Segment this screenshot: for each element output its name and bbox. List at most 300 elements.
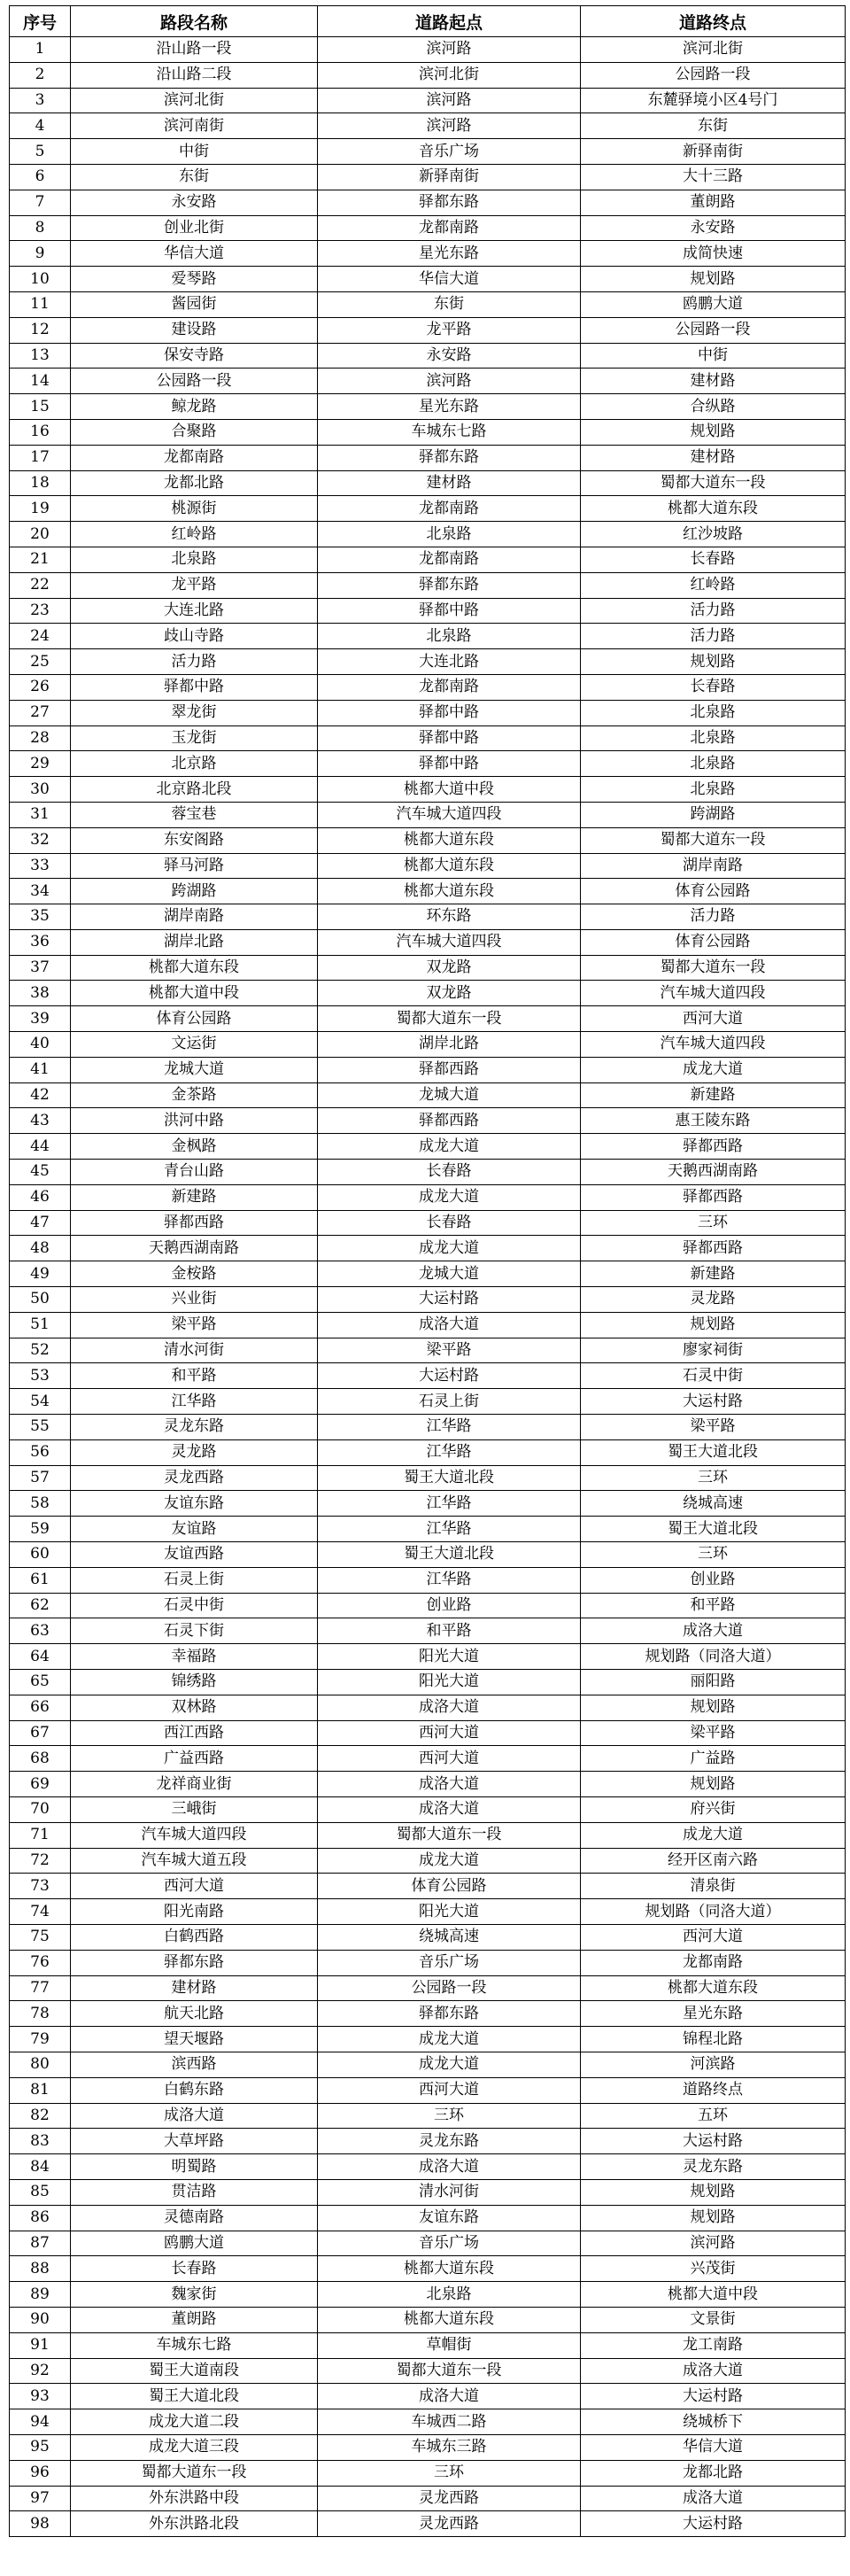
table-row <box>10 496 846 522</box>
cell-road-name: 车城东七路 <box>71 2332 318 2358</box>
cell-start-point: 星光东路 <box>318 241 581 267</box>
cell-start-point: 桃都大道东段 <box>318 853 581 879</box>
cell-index: 98 <box>10 2511 71 2537</box>
cell-end-point: 大运村路 <box>581 2129 846 2154</box>
cell-index: 55 <box>10 1415 71 1440</box>
cell-end-point: 成龙大道 <box>581 1822 846 1848</box>
cell-start-point: 车城东七路 <box>318 419 581 445</box>
cell-end-point: 河滨路 <box>581 2052 846 2077</box>
cell-start-point: 灵龙西路 <box>318 2511 581 2537</box>
cell-index: 65 <box>10 1670 71 1695</box>
cell-start-point: 阳光大道 <box>318 1670 581 1695</box>
cell-end-point: 梁平路 <box>581 1720 846 1746</box>
table-row <box>10 827 846 853</box>
cell-index: 5 <box>10 139 71 165</box>
table-row <box>10 2154 846 2180</box>
cell-start-point: 驿都东路 <box>318 2001 581 2027</box>
cell-start-point: 蜀都大道东一段 <box>318 2358 581 2384</box>
cell-index: 96 <box>10 2460 71 2486</box>
table-row <box>10 419 846 445</box>
cell-index: 28 <box>10 725 71 751</box>
cell-road-name: 成龙大道二段 <box>71 2409 318 2435</box>
table-row <box>10 1772 846 1797</box>
cell-end-point: 中街 <box>581 343 846 369</box>
table-row <box>10 1670 846 1695</box>
cell-start-point: 滨河路 <box>318 369 581 394</box>
cell-end-point: 东麓驿境小区4号门 <box>581 88 846 113</box>
cell-end-point: 规划路（同洛大道） <box>581 1644 846 1670</box>
cell-start-point: 和平路 <box>318 1618 581 1644</box>
cell-end-point: 桃都大道东段 <box>581 1975 846 2001</box>
cell-end-point: 驿都西路 <box>581 1134 846 1160</box>
cell-road-name: 滨西路 <box>71 2052 318 2077</box>
cell-end-point: 规划路 <box>581 267 846 292</box>
cell-index: 56 <box>10 1439 71 1465</box>
cell-index: 73 <box>10 1874 71 1899</box>
table-row <box>10 981 846 1006</box>
cell-road-name: 洪河中路 <box>71 1108 318 1134</box>
cell-end-point: 广益路 <box>581 1746 846 1772</box>
table-row <box>10 267 846 292</box>
cell-index: 17 <box>10 445 71 470</box>
cell-index: 19 <box>10 496 71 522</box>
table-row <box>10 1796 846 1822</box>
cell-start-point: 长春路 <box>318 1210 581 1236</box>
cell-index: 57 <box>10 1465 71 1491</box>
cell-index: 66 <box>10 1695 71 1720</box>
cell-index: 95 <box>10 2434 71 2460</box>
table-row <box>10 1287 846 1313</box>
cell-index: 85 <box>10 2179 71 2205</box>
cell-start-point: 桃都大道东段 <box>318 2256 581 2282</box>
cell-index: 92 <box>10 2358 71 2384</box>
cell-index: 43 <box>10 1108 71 1134</box>
cell-end-point: 活力路 <box>581 598 846 624</box>
cell-road-name: 西河大道 <box>71 1874 318 1899</box>
cell-index: 52 <box>10 1338 71 1363</box>
table-row <box>10 1720 846 1746</box>
cell-road-name: 蜀王大道北段 <box>71 2384 318 2409</box>
table-row <box>10 1184 846 1210</box>
cell-start-point: 江华路 <box>318 1415 581 1440</box>
cell-road-name: 鲸龙路 <box>71 394 318 420</box>
cell-end-point: 星光东路 <box>581 2001 846 2027</box>
cell-road-name: 驿都西路 <box>71 1210 318 1236</box>
cell-road-name: 友谊路 <box>71 1517 318 1542</box>
cell-start-point: 湖岸北路 <box>318 1032 581 1058</box>
cell-road-name: 桃都大道东段 <box>71 955 318 981</box>
table-row <box>10 2027 846 2052</box>
cell-index: 37 <box>10 955 71 981</box>
table-row <box>10 751 846 777</box>
cell-index: 13 <box>10 343 71 369</box>
cell-index: 97 <box>10 2486 71 2511</box>
table-row <box>10 624 846 649</box>
cell-index: 63 <box>10 1618 71 1644</box>
cell-end-point: 西河大道 <box>581 1924 846 1950</box>
table-row <box>10 1312 846 1338</box>
cell-index: 12 <box>10 317 71 343</box>
cell-index: 29 <box>10 751 71 777</box>
cell-start-point: 音乐广场 <box>318 2231 581 2256</box>
cell-road-name: 湖岸南路 <box>71 904 318 930</box>
cell-start-point: 龙都南路 <box>318 496 581 522</box>
cell-start-point: 双龙路 <box>318 981 581 1006</box>
table-row <box>10 1108 846 1134</box>
cell-end-point: 体育公园路 <box>581 879 846 904</box>
cell-road-name: 桃都大道中段 <box>71 981 318 1006</box>
cell-end-point: 活力路 <box>581 904 846 930</box>
cell-start-point: 草帽街 <box>318 2332 581 2358</box>
table-row <box>10 879 846 904</box>
cell-start-point: 星光东路 <box>318 394 581 420</box>
cell-index: 80 <box>10 2052 71 2077</box>
cell-index: 53 <box>10 1363 71 1389</box>
cell-road-name: 石灵上街 <box>71 1567 318 1593</box>
cell-start-point: 新驿南街 <box>318 164 581 190</box>
cell-start-point: 成龙大道 <box>318 2052 581 2077</box>
cell-end-point: 锦程北路 <box>581 2027 846 2052</box>
cell-start-point: 江华路 <box>318 1491 581 1517</box>
cell-end-point: 建材路 <box>581 369 846 394</box>
cell-index: 6 <box>10 164 71 190</box>
cell-end-point: 蜀都大道东一段 <box>581 955 846 981</box>
cell-road-name: 石灵中街 <box>71 1593 318 1618</box>
cell-index: 15 <box>10 394 71 420</box>
cell-start-point: 体育公园路 <box>318 1874 581 1899</box>
cell-index: 23 <box>10 598 71 624</box>
cell-end-point: 华信大道 <box>581 2434 846 2460</box>
table-row <box>10 1082 846 1108</box>
cell-road-name: 体育公园路 <box>71 1006 318 1032</box>
cell-start-point: 车城东三路 <box>318 2434 581 2460</box>
cell-start-point: 龙城大道 <box>318 1082 581 1108</box>
cell-end-point: 龙都南路 <box>581 1950 846 1975</box>
table-row <box>10 1032 846 1058</box>
table-row <box>10 853 846 879</box>
cell-index: 83 <box>10 2129 71 2154</box>
cell-index: 20 <box>10 522 71 547</box>
cell-end-point: 大十三路 <box>581 164 846 190</box>
cell-end-point: 桃都大道东段 <box>581 496 846 522</box>
table-row <box>10 1593 846 1618</box>
cell-end-point: 规划路 <box>581 2179 846 2205</box>
cell-start-point: 江华路 <box>318 1517 581 1542</box>
table-row <box>10 2307 846 2332</box>
cell-end-point: 北泉路 <box>581 700 846 725</box>
table-row <box>10 1848 846 1874</box>
cell-index: 36 <box>10 929 71 955</box>
cell-road-name: 蜀王大道南段 <box>71 2358 318 2384</box>
table-row <box>10 929 846 955</box>
cell-start-point: 龙都南路 <box>318 547 581 572</box>
cell-index: 62 <box>10 1593 71 1618</box>
cell-start-point: 大运村路 <box>318 1363 581 1389</box>
cell-road-name: 玉龙街 <box>71 725 318 751</box>
cell-road-name: 梁平路 <box>71 1312 318 1338</box>
table-row <box>10 674 846 700</box>
table-row <box>10 2460 846 2486</box>
cell-index: 18 <box>10 470 71 496</box>
cell-end-point: 规划路 <box>581 1772 846 1797</box>
cell-end-point: 鸥鹏大道 <box>581 291 846 317</box>
cell-end-point: 规划路 <box>581 649 846 675</box>
cell-index: 82 <box>10 2103 71 2129</box>
cell-index: 41 <box>10 1057 71 1082</box>
cell-end-point: 滨河北街 <box>581 37 846 63</box>
cell-road-name: 友谊西路 <box>71 1542 318 1568</box>
cell-road-name: 合聚路 <box>71 419 318 445</box>
cell-end-point: 规划路 <box>581 2205 846 2231</box>
cell-start-point: 蜀都大道东一段 <box>318 1822 581 1848</box>
cell-start-point: 音乐广场 <box>318 1950 581 1975</box>
table-row <box>10 1924 846 1950</box>
cell-road-name: 清水河街 <box>71 1338 318 1363</box>
cell-start-point: 驿都中路 <box>318 700 581 725</box>
table-row <box>10 139 846 165</box>
cell-road-name: 长春路 <box>71 2256 318 2282</box>
cell-end-point: 成龙大道 <box>581 1057 846 1082</box>
cell-end-point: 长春路 <box>581 547 846 572</box>
cell-end-point: 驿都西路 <box>581 1184 846 1210</box>
cell-start-point: 驿都中路 <box>318 598 581 624</box>
cell-start-point: 驿都中路 <box>318 751 581 777</box>
cell-index: 69 <box>10 1772 71 1797</box>
cell-index: 35 <box>10 904 71 930</box>
cell-road-name: 灵德南路 <box>71 2205 318 2231</box>
table-row <box>10 113 846 139</box>
table-header-row <box>10 6 846 37</box>
table-row <box>10 164 846 190</box>
table-row <box>10 343 846 369</box>
table-row <box>10 2129 846 2154</box>
cell-end-point: 灵龙东路 <box>581 2154 846 2180</box>
table-row <box>10 1261 846 1287</box>
table-row <box>10 445 846 470</box>
cell-start-point: 成龙大道 <box>318 2027 581 2052</box>
cell-road-name: 白鹤东路 <box>71 2077 318 2103</box>
cell-road-name: 双林路 <box>71 1695 318 1720</box>
cell-road-name: 活力路 <box>71 649 318 675</box>
cell-end-point: 规划路 <box>581 419 846 445</box>
table-row <box>10 394 846 420</box>
cell-start-point: 汽车城大道四段 <box>318 929 581 955</box>
cell-end-point: 三环 <box>581 1465 846 1491</box>
cell-road-name: 幸福路 <box>71 1644 318 1670</box>
cell-road-name: 龙城大道 <box>71 1057 318 1082</box>
cell-road-name: 沿山路二段 <box>71 62 318 88</box>
cell-end-point: 创业路 <box>581 1567 846 1593</box>
cell-end-point: 三环 <box>581 1542 846 1568</box>
cell-index: 91 <box>10 2332 71 2358</box>
cell-index: 3 <box>10 88 71 113</box>
cell-start-point: 车城西二路 <box>318 2409 581 2435</box>
cell-end-point: 东街 <box>581 113 846 139</box>
cell-end-point: 大运村路 <box>581 2384 846 2409</box>
table-row <box>10 2384 846 2409</box>
cell-end-point: 绕城高速 <box>581 1491 846 1517</box>
cell-index: 54 <box>10 1389 71 1415</box>
cell-road-name: 沿山路一段 <box>71 37 318 63</box>
cell-index: 39 <box>10 1006 71 1032</box>
table-body <box>10 37 846 2537</box>
table-row <box>10 2205 846 2231</box>
cell-start-point: 创业路 <box>318 1593 581 1618</box>
table-row <box>10 1057 846 1082</box>
cell-start-point: 公园路一段 <box>318 1975 581 2001</box>
cell-index: 59 <box>10 1517 71 1542</box>
cell-end-point: 和平路 <box>581 1593 846 1618</box>
cell-end-point: 建材路 <box>581 445 846 470</box>
cell-road-name: 成龙大道三段 <box>71 2434 318 2460</box>
cell-end-point: 梁平路 <box>581 1415 846 1440</box>
cell-road-name: 北京路北段 <box>71 777 318 803</box>
cell-end-point: 公园路一段 <box>581 62 846 88</box>
cell-road-name: 三峨街 <box>71 1796 318 1822</box>
cell-road-name: 蓉宝巷 <box>71 802 318 827</box>
cell-start-point: 成龙大道 <box>318 1184 581 1210</box>
cell-start-point: 驿都中路 <box>318 725 581 751</box>
cell-index: 78 <box>10 2001 71 2027</box>
cell-end-point: 红岭路 <box>581 572 846 598</box>
cell-index: 77 <box>10 1975 71 2001</box>
cell-road-name: 湖岸北路 <box>71 929 318 955</box>
cell-start-point: 成龙大道 <box>318 1236 581 1261</box>
cell-end-point: 五环 <box>581 2103 846 2129</box>
cell-road-name: 广益西路 <box>71 1746 318 1772</box>
cell-end-point: 新建路 <box>581 1261 846 1287</box>
cell-start-point: 龙城大道 <box>318 1261 581 1287</box>
cell-end-point: 廖家祠街 <box>581 1338 846 1363</box>
cell-index: 49 <box>10 1261 71 1287</box>
table-row <box>10 955 846 981</box>
cell-road-name: 驿马河路 <box>71 853 318 879</box>
cell-end-point: 龙都北路 <box>581 2460 846 2486</box>
cell-index: 74 <box>10 1899 71 1925</box>
cell-road-name: 汽车城大道五段 <box>71 1848 318 1874</box>
cell-start-point: 成洛大道 <box>318 2154 581 2180</box>
cell-end-point: 龙工南路 <box>581 2332 846 2358</box>
cell-end-point: 丽阳路 <box>581 1670 846 1695</box>
table-row <box>10 2332 846 2358</box>
road-table <box>9 5 846 2537</box>
cell-index: 40 <box>10 1032 71 1058</box>
table-row <box>10 241 846 267</box>
cell-end-point: 西河大道 <box>581 1006 846 1032</box>
cell-road-name: 红岭路 <box>71 522 318 547</box>
cell-index: 75 <box>10 1924 71 1950</box>
cell-index: 64 <box>10 1644 71 1670</box>
cell-road-name: 和平路 <box>71 1363 318 1389</box>
table-row <box>10 37 846 63</box>
cell-end-point: 文景街 <box>581 2307 846 2332</box>
cell-road-name: 蜀都大道东一段 <box>71 2460 318 2486</box>
cell-end-point: 三环 <box>581 1210 846 1236</box>
cell-index: 87 <box>10 2231 71 2256</box>
cell-start-point: 蜀王大道北段 <box>318 1542 581 1568</box>
cell-end-point: 长春路 <box>581 674 846 700</box>
cell-end-point: 活力路 <box>581 624 846 649</box>
cell-start-point: 成洛大道 <box>318 1796 581 1822</box>
table-row <box>10 1746 846 1772</box>
cell-road-name: 望天堰路 <box>71 2027 318 2052</box>
cell-start-point: 驿都西路 <box>318 1108 581 1134</box>
table-row <box>10 1439 846 1465</box>
cell-road-name: 航天北路 <box>71 2001 318 2027</box>
cell-end-point: 汽车城大道四段 <box>581 1032 846 1058</box>
cell-road-name: 金枫路 <box>71 1134 318 1160</box>
header-end-point: 道路终点 <box>581 6 846 37</box>
cell-road-name: 鸥鹏大道 <box>71 2231 318 2256</box>
table-row <box>10 1006 846 1032</box>
cell-start-point: 环东路 <box>318 904 581 930</box>
cell-end-point: 蜀王大道北段 <box>581 1517 846 1542</box>
table-row <box>10 598 846 624</box>
cell-end-point: 大运村路 <box>581 1389 846 1415</box>
cell-start-point: 成洛大道 <box>318 1772 581 1797</box>
table-row <box>10 904 846 930</box>
cell-road-name: 酱园街 <box>71 291 318 317</box>
cell-end-point: 绕城桥下 <box>581 2409 846 2435</box>
cell-start-point: 江华路 <box>318 1567 581 1593</box>
cell-index: 68 <box>10 1746 71 1772</box>
cell-road-name: 江华路 <box>71 1389 318 1415</box>
cell-start-point: 友谊东路 <box>318 2205 581 2231</box>
cell-end-point: 北泉路 <box>581 751 846 777</box>
cell-road-name: 友谊东路 <box>71 1491 318 1517</box>
cell-start-point: 三环 <box>318 2103 581 2129</box>
table-row <box>10 2231 846 2256</box>
cell-start-point: 江华路 <box>318 1439 581 1465</box>
cell-start-point: 桃都大道东段 <box>318 827 581 853</box>
cell-start-point: 成龙大道 <box>318 1134 581 1160</box>
cell-road-name: 建材路 <box>71 1975 318 2001</box>
cell-end-point: 灵龙路 <box>581 1287 846 1313</box>
cell-end-point: 体育公园路 <box>581 929 846 955</box>
cell-road-name: 贯洁路 <box>71 2179 318 2205</box>
cell-start-point: 西河大道 <box>318 2077 581 2103</box>
cell-road-name: 灵龙东路 <box>71 1415 318 1440</box>
cell-index: 8 <box>10 215 71 241</box>
cell-end-point: 新建路 <box>581 1082 846 1108</box>
cell-index: 76 <box>10 1950 71 1975</box>
cell-start-point: 永安路 <box>318 343 581 369</box>
cell-start-point: 滨河路 <box>318 113 581 139</box>
cell-end-point: 蜀都大道东一段 <box>581 827 846 853</box>
table-row <box>10 1822 846 1848</box>
cell-end-point: 清泉街 <box>581 1874 846 1899</box>
table-row <box>10 2179 846 2205</box>
table-row <box>10 1389 846 1415</box>
cell-index: 27 <box>10 700 71 725</box>
cell-index: 44 <box>10 1134 71 1160</box>
header-road-name: 路段名称 <box>71 6 318 37</box>
cell-start-point: 西河大道 <box>318 1746 581 1772</box>
cell-start-point: 绕城高速 <box>318 1924 581 1950</box>
cell-index: 84 <box>10 2154 71 2180</box>
cell-road-name: 石灵下街 <box>71 1618 318 1644</box>
cell-start-point: 蜀王大道北段 <box>318 1465 581 1491</box>
cell-road-name: 大草坪路 <box>71 2129 318 2154</box>
cell-start-point: 音乐广场 <box>318 139 581 165</box>
table-row <box>10 1695 846 1720</box>
table-row <box>10 1363 846 1389</box>
cell-index: 79 <box>10 2027 71 2052</box>
cell-index: 46 <box>10 1184 71 1210</box>
cell-end-point: 新驿南街 <box>581 139 846 165</box>
table-row <box>10 1517 846 1542</box>
cell-road-name: 创业北街 <box>71 215 318 241</box>
